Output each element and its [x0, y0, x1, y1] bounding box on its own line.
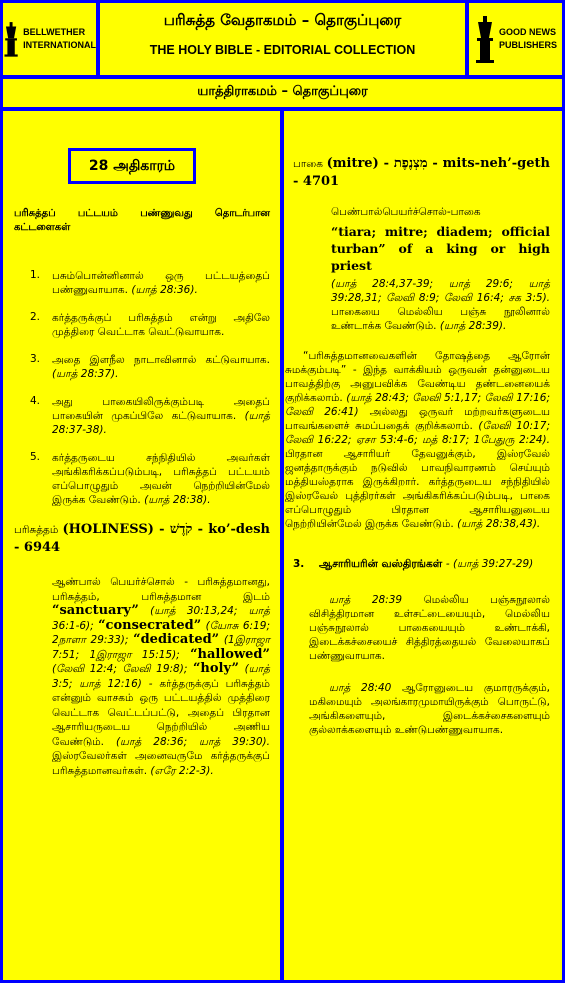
title-english: THE HOLY BIBLE - EDITORIAL COLLECTION — [149, 43, 416, 57]
left-logo-line-2: INTERNATIONAL — [23, 40, 96, 50]
holiness-text-run: (யாத் 30:13,24; யாத் 36:1-6); — [52, 605, 270, 632]
holiness-body — [52, 575, 270, 778]
holiness-heading: பரிசுத்தம் (HOLINESS) - קֹדֶשׁ - ko’-desh - 6944 — [14, 522, 270, 555]
list-item: 5. கர்த்தருடைய சந்நிதியில் அவர்கள் அங்கிகரிக்கப்படும்படி, பரிசுத்தப் பட்டயம் எப்பொழுதும் அவன் நெற்றியின்மேல் இருக்க வேண்டும். (யாத் 28:38). — [30, 451, 270, 506]
list-item: 1. பசும்பொன்னினால் ஒரு பட்டயத்தைப் பண்ணுவாயாக. (யாத் 28:36). — [30, 269, 270, 296]
right-logo-line-1: GOOD NEWS — [498, 27, 556, 37]
list-item: 2. கர்த்தருக்குப் பரிசுத்தம் என்று அதிலே முத்திரை வெட்டாக வெட்டுவாயாக. — [30, 311, 270, 338]
english-term: “dedicated” — [133, 632, 220, 647]
english-term: “holy” — [192, 661, 239, 676]
left-logo — [0, 0, 99, 78]
holiness-text-run: ஆண்பால் பெயர்ச்சொல் - பரிசுத்தமானது, பரிசுத்தம், பரிசுத்தமான இடம் — [52, 576, 270, 603]
mitre-heading: பாகை (mitre) - מִצְנֶפֶת - mits-neh’-geth - 4701 — [293, 156, 550, 189]
verse-28-39: யாத் 28:39 மெல்லிய பஞ்சுநூலால் விசித்திரமான உள்சட்டையையும், மெல்லிய பஞ்சுநூலால் பாகையையும் உண்டாக்கி, இடைக்கச்சையைச் சித்திரத்தையல் வேலையாகப் பண்ணுவாயாக. — [309, 594, 550, 662]
command-list — [14, 269, 270, 507]
list-item: 3. அதை இளநீல நாடாவினால் கட்டுவாயாக. (யாத் 28:37). — [30, 353, 270, 380]
english-term: “hallowed” — [190, 646, 270, 662]
list-item: 4. அது பாகையிலிருக்கும்படி அதைப் பாகையின் முகப்பிலே கட்டுவாயாக. (யாத் 28:37-38). — [30, 395, 271, 436]
chapter-box: 28 அதிகாரம் — [68, 148, 196, 184]
left-content — [14, 207, 270, 778]
bellwether-logo-icon — [3, 14, 19, 64]
holiness-text-run: (யாத் 28:36; யாத் 39:30). — [115, 735, 270, 748]
left-heading: பரிசுத்தப் பட்டயம் பண்ணுவது தொடர்பான கட்டளைகள் — [14, 208, 270, 233]
holiness-text-run: (யாத் 3:5; யாத் 12:16) - — [52, 663, 270, 690]
left-logo-line-1: BELLWETHER — [23, 27, 86, 37]
mitre-gender: பெண்பால்பெயர்ச்சொல்-பாகை — [331, 206, 481, 218]
holiness-text-run: (1இராஜா 7:51; 1இராஜா 15:15); — [52, 634, 270, 661]
holiness-text-run: (லேவி 12:4; லேவி 19:8); — [52, 663, 193, 675]
right-logo — [466, 0, 565, 78]
right-content — [285, 155, 551, 737]
verse-28-40: யாத் 28:40 ஆரோனுடைய குமாரருக்கும், மகிமையும் அலங்காரமுமாயிருக்கும் பொருட்டு, அங்கிகளையும், இடைக்கச்சைகளையும் குல்லாக்களையும் உண்டுபண்ணுவாயாக. — [309, 682, 550, 736]
english-term: “sanctuary” — [52, 603, 139, 618]
holiness-text-run: (யோசு 6:19; 2நாளா 29:33); — [52, 619, 270, 646]
section-3-heading: 3. ஆசாரியரின் வஸ்திரங்கள் - (யாத் 39:27-29) — [293, 558, 534, 570]
section-title: யாத்திராகமம் – தொகுப்புரை — [197, 84, 368, 99]
mitre-refs: (யாத் 28:4,37-39; யாத் 29:6; யாத் 39:28,31; லேவி 8:9; லேவி 16:4; சக 3:5). பாகையை மெல்லிய பஞ்சு நூலினால் உண்டாக்க வேண்டும். (யாத் 28:39). — [331, 278, 550, 332]
title-tamil: பரிசுத்த வேதாகமம் – தொகுப்புரை — [163, 11, 402, 29]
holiness-text-run: இஸ்ரவேலர்கள் அனைவருமே கர்த்தருக்குப் பரிசுத்தமானவர்கள். — [52, 750, 270, 777]
bearing-paragraph: “பரிசுத்தமானவைகளின் தோஷத்தை ஆரோன் சுமக்கும்படி” - இந்த வாக்கியம் ஒருவன் தன்னுடைய பாவத்திற்கு அனுபவிக்க வேண்டிய தண்டனையைக் குறிக்கலாம். (யாத் 28:43; லேவி 5:1,17; லேவி 17:16; லேவி 26:41) அல்லது ஒருவர் மற்றவர்களுடைய பாவங்களைச் சுமப்பதைக் குறிக்கலாம். (லேவி 10:17; லேவி 16:22; ஏசா 53:4-6; மத் 8:17; 1பேதுரு 2:24). பிரதான ஆசாரியர் தேவனுக்கும், இஸ்ரவேல் ஜனத்தாருக்கும் நடுவில் பாவநிவாரணம் செய்யும் மத்தியஸ்தராக இருக்கிறார். கர்த்தருடைய சந்நிதியில் இஸ்ரவேல் புத்திரர்கள் அங்கிகரிக்கப்படும்படி, பாகை எப்பொழுதும் பிரதான ஆசாரியனுடைய நெற்றியின்மேல் இருக்க வேண்டும். (யாத் 28:38,43). — [285, 350, 551, 530]
good-news-logo-icon — [474, 14, 496, 64]
english-term: “consecrated” — [98, 617, 202, 633]
holiness-text-run: கர்த்தருக்குப் பரிசுத்தம் என்னும் வாசகம் ஒரு பட்டயத்தில் முத்திரை வெட்டாக வெட்டப்பட்டு, அதைப் பிரதான ஆசாரியருடைய நெற்றியில் அணிய வேண்டும். — [52, 677, 270, 748]
mitre-meaning: “tiara; mitre; diadem; official turban” of a king or high priest — [331, 224, 550, 273]
right-logo-line-2: PUBLISHERS — [498, 40, 557, 50]
header-title-box — [97, 0, 468, 78]
section-title-bar — [0, 76, 565, 110]
holiness-text-run: (எரே 2:2-3). — [150, 764, 214, 777]
